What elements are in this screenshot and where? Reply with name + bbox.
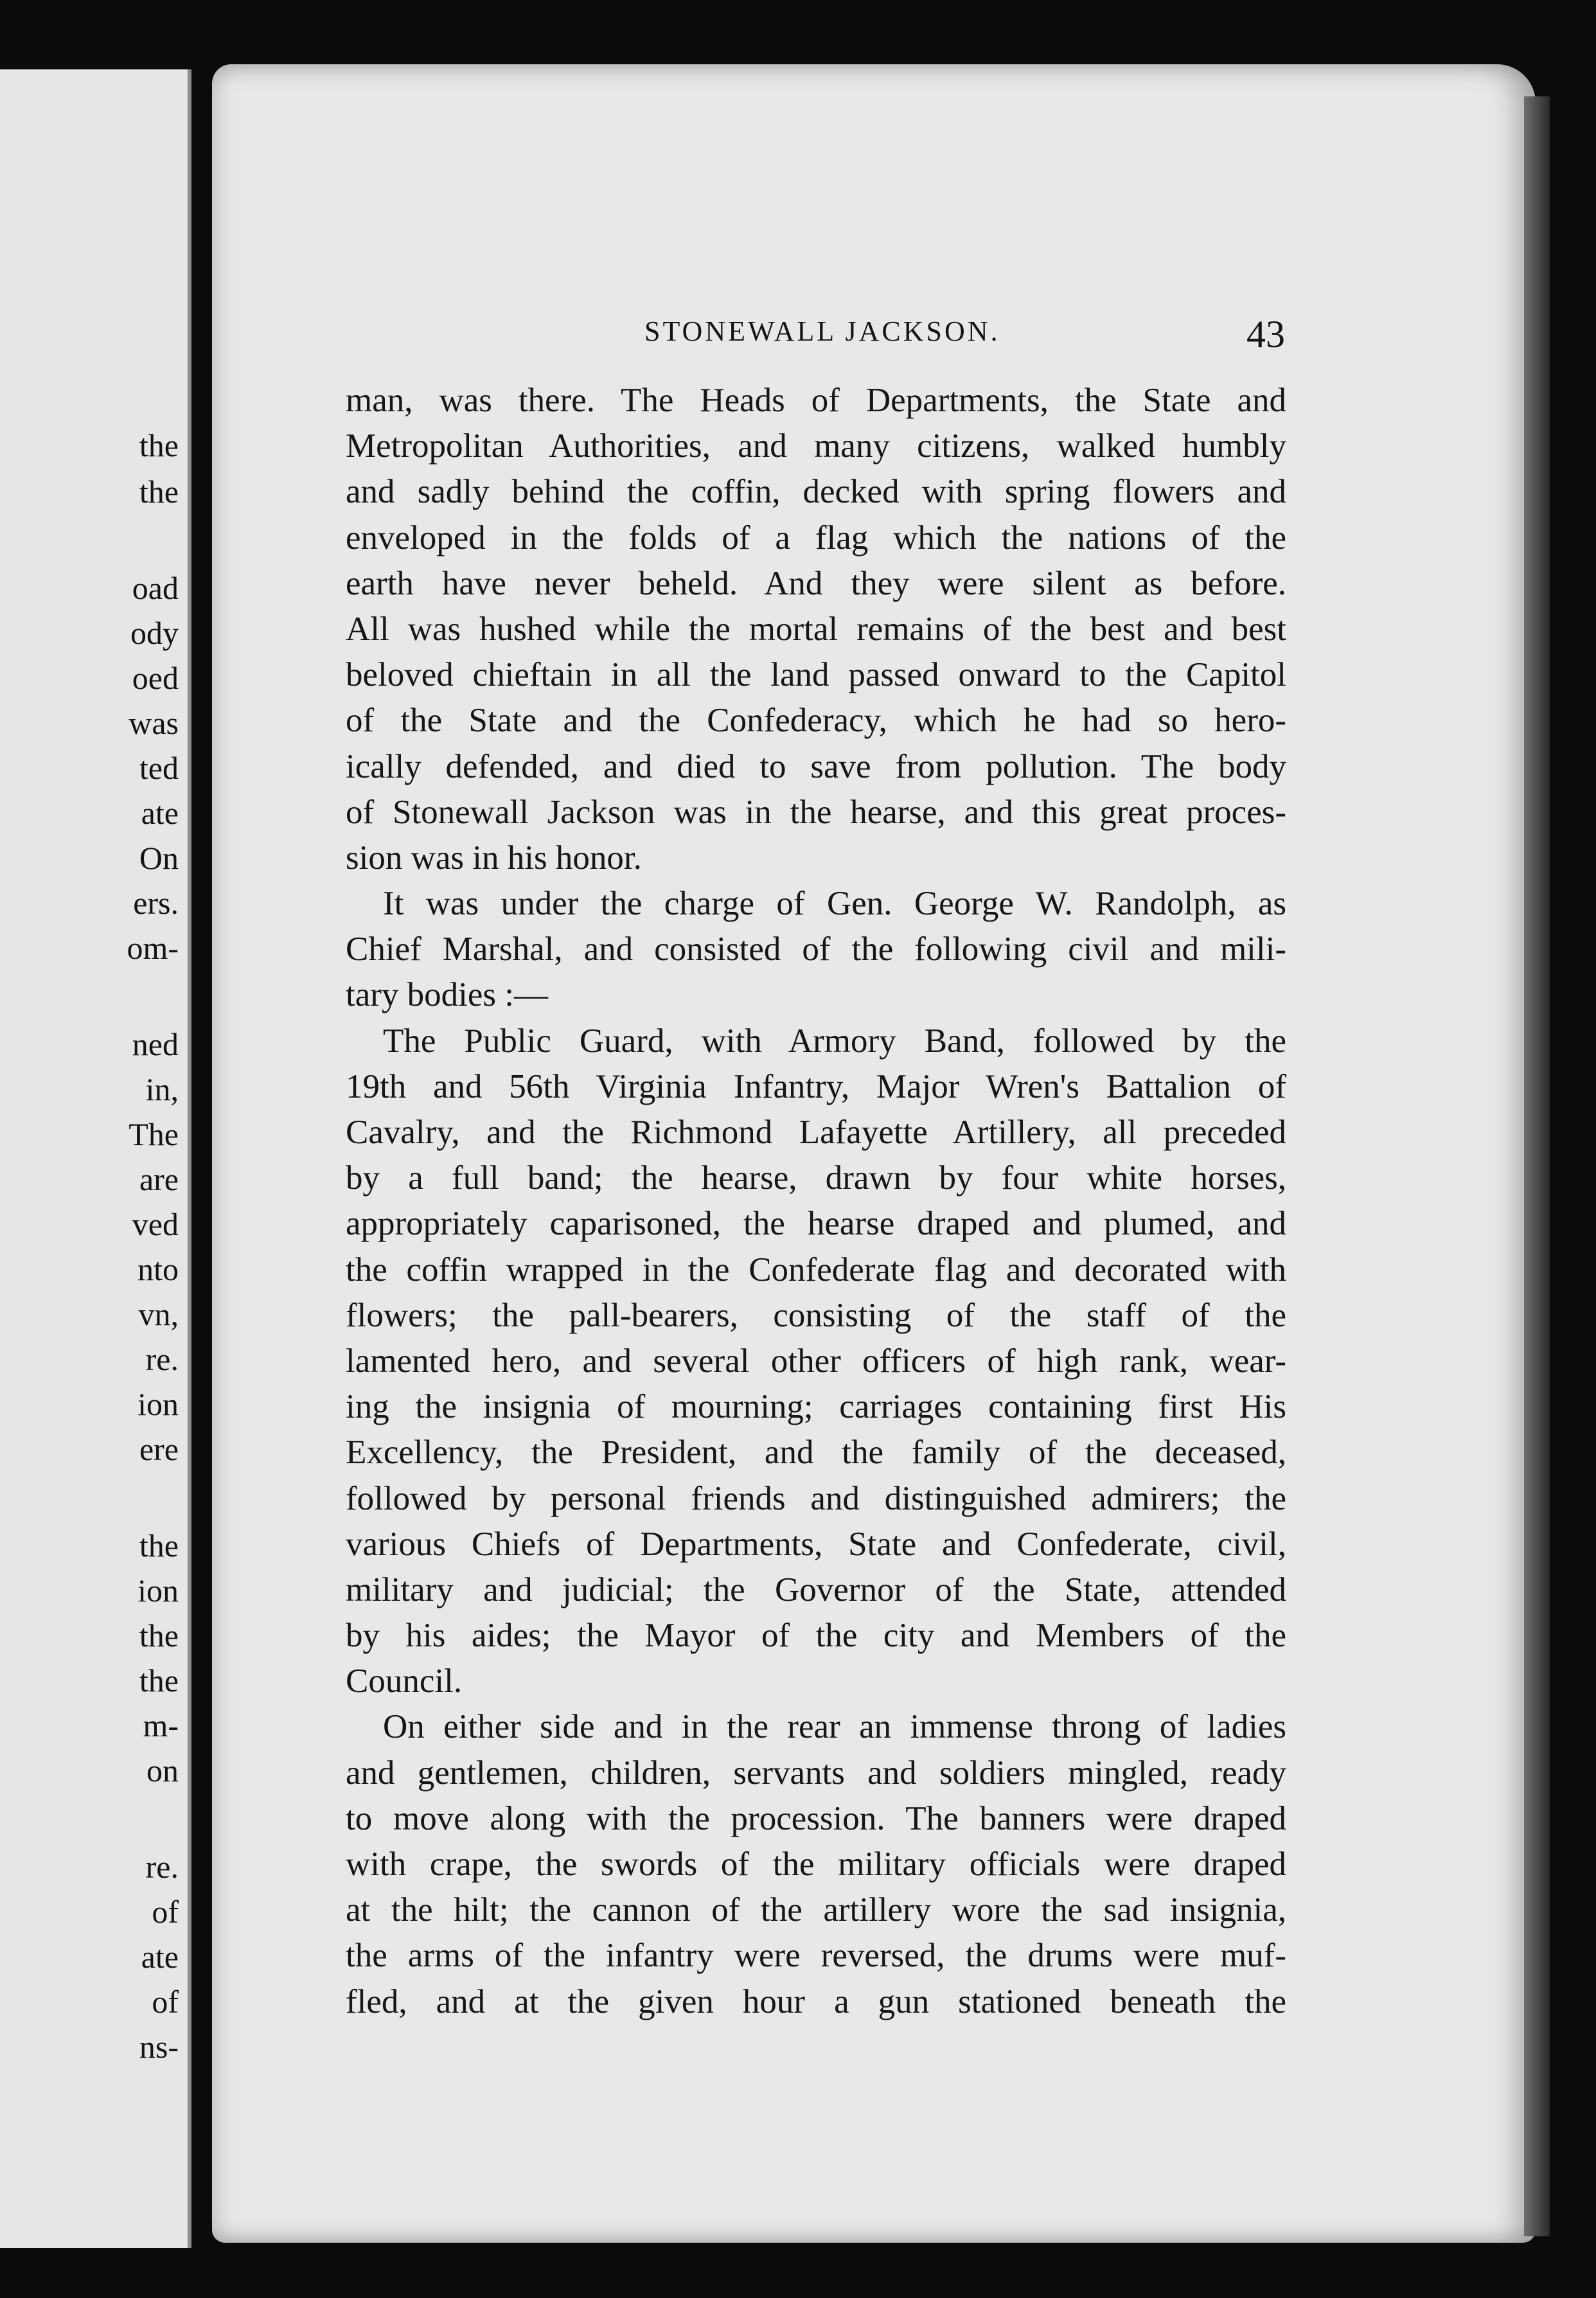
- left-page-fragment: ion: [137, 1572, 179, 1608]
- left-page-fragment: ted: [139, 750, 179, 786]
- left-page-fragment: was: [129, 705, 179, 741]
- left-page-fragment: nto: [137, 1251, 179, 1287]
- text-line: Excellency, the President, and the family of the deceased,: [346, 1434, 1286, 1472]
- text-line: beloved chieftain in all the land passed onward to the Capitol: [346, 656, 1286, 694]
- left-page-fragment: oad: [132, 570, 179, 606]
- text-line: Metropolitan Authorities, and many citizens, walked humbly: [346, 427, 1286, 465]
- text-line: to move along with the procession. The banners were draped: [346, 1799, 1286, 1837]
- left-page-fragment: the: [139, 474, 179, 510]
- left-page-fragment: of: [152, 1894, 179, 1930]
- text-line: by his aides; the Mayor of the city and Members of the: [346, 1617, 1286, 1655]
- text-line: Chief Marshal, and consisted of the following civil and mili-: [346, 931, 1286, 968]
- text-line: lamented hero, and several other officers of high rank, wear-: [346, 1342, 1286, 1380]
- text-line: flowers; the pall-bearers, consisting of the staff of the: [346, 1296, 1286, 1334]
- left-page-fragment: ned: [132, 1026, 179, 1062]
- text-line: The Public Guard, with Armory Band, followed by the: [383, 1022, 1286, 1060]
- left-page-fragment: ate: [141, 1939, 179, 1975]
- left-page-fragment: The: [129, 1116, 179, 1152]
- text-line: Cavalry, and the Richmond Lafayette Artillery, all preceded: [346, 1114, 1286, 1151]
- left-page-fragment: of: [152, 1984, 179, 2020]
- left-page-fragment: the: [139, 1528, 179, 1563]
- left-page-fragment: the: [139, 427, 179, 463]
- text-line: tary bodies :—: [346, 976, 548, 1014]
- text-line: fled, and at the given hour a gun stationed beneath the: [346, 1982, 1286, 2020]
- text-line: 19th and 56th Virginia Infantry, Major Wren's Battalion of: [346, 1067, 1286, 1105]
- text-line: appropriately caparisoned, the hearse draped and plumed, and: [346, 1205, 1286, 1243]
- page-number: 43: [1246, 313, 1285, 355]
- left-page-fragment: ody: [130, 615, 179, 651]
- left-page-fragment: ate: [141, 795, 179, 831]
- left-page-fragment: m-: [143, 1707, 179, 1743]
- text-line: sion was in his honor.: [346, 839, 642, 877]
- text-line: with crape, the swords of the military officials were draped: [346, 1846, 1286, 1883]
- left-page-fragment: are: [139, 1161, 179, 1197]
- text-line: On either side and in the rear an immense throng of ladies: [383, 1708, 1286, 1746]
- left-page-fragment: oed: [132, 660, 179, 696]
- text-line: various Chiefs of Departments, State and Confederate, civil,: [346, 1525, 1286, 1563]
- left-page-fragment: On: [139, 840, 179, 876]
- left-page-fragment: ns-: [139, 2029, 179, 2065]
- left-page-fragment: ion: [137, 1386, 179, 1422]
- left-page-fragment: ved: [132, 1206, 179, 1242]
- text-line: earth have never beheld. And they were silent as before.: [346, 564, 1286, 602]
- text-line: man, was there. The Heads of Departments, the State and: [346, 382, 1286, 419]
- left-page-fragment: ere: [139, 1431, 179, 1467]
- text-line: and gentlemen, children, servants and soldiers mingled, ready: [346, 1754, 1286, 1792]
- text-line: the coffin wrapped in the Confederate flag and decorated with: [346, 1251, 1286, 1288]
- text-line: of the State and the Confederacy, which he had so hero-: [346, 702, 1286, 740]
- text-line: followed by personal friends and distinguished admirers; the: [346, 1479, 1286, 1517]
- text-line: at the hilt; the cannon of the artillery wore the sad insignia,: [346, 1891, 1286, 1929]
- text-line: All was hushed while the mortal remains of the best and best: [346, 610, 1286, 648]
- left-page-fragment: vn,: [138, 1296, 179, 1332]
- text-line: enveloped in the folds of a flag which the nations of the: [346, 519, 1286, 557]
- left-page-fragment: re.: [145, 1341, 179, 1377]
- running-head: STONEWALL JACKSON.: [644, 316, 1000, 347]
- left-page-margin: [0, 69, 191, 2248]
- left-page-fragment: ers.: [133, 885, 179, 921]
- text-line: by a full band; the hearse, drawn by four white horses,: [346, 1159, 1286, 1197]
- left-page-fragment: in,: [145, 1071, 179, 1107]
- left-page-fragment: on: [146, 1752, 179, 1788]
- text-line: ing the insignia of mourning; carriages containing first His: [346, 1388, 1286, 1426]
- left-page-fragment: the: [139, 1617, 179, 1653]
- text-line: ically defended, and died to save from pollution. The body: [346, 747, 1286, 785]
- text-line: It was under the charge of Gen. George W. Randolph, as: [383, 885, 1286, 923]
- left-page-fragment: re.: [145, 1849, 179, 1885]
- text-line: Council.: [346, 1662, 463, 1700]
- text-line: military and judicial; the Governor of the State, attended: [346, 1571, 1286, 1608]
- page-edge-shadow: [1524, 96, 1550, 2236]
- body-text: [346, 378, 1286, 2025]
- text-line: and sadly behind the coffin, decked with spring flowers and: [346, 473, 1286, 511]
- left-page-fragment: om-: [127, 930, 179, 966]
- left-page-fragment: the: [139, 1662, 179, 1698]
- text-line: of Stonewall Jackson was in the hearse, and this great proces-: [346, 793, 1286, 831]
- text-line: the arms of the infantry were reversed, the drums were muf-: [346, 1937, 1286, 1975]
